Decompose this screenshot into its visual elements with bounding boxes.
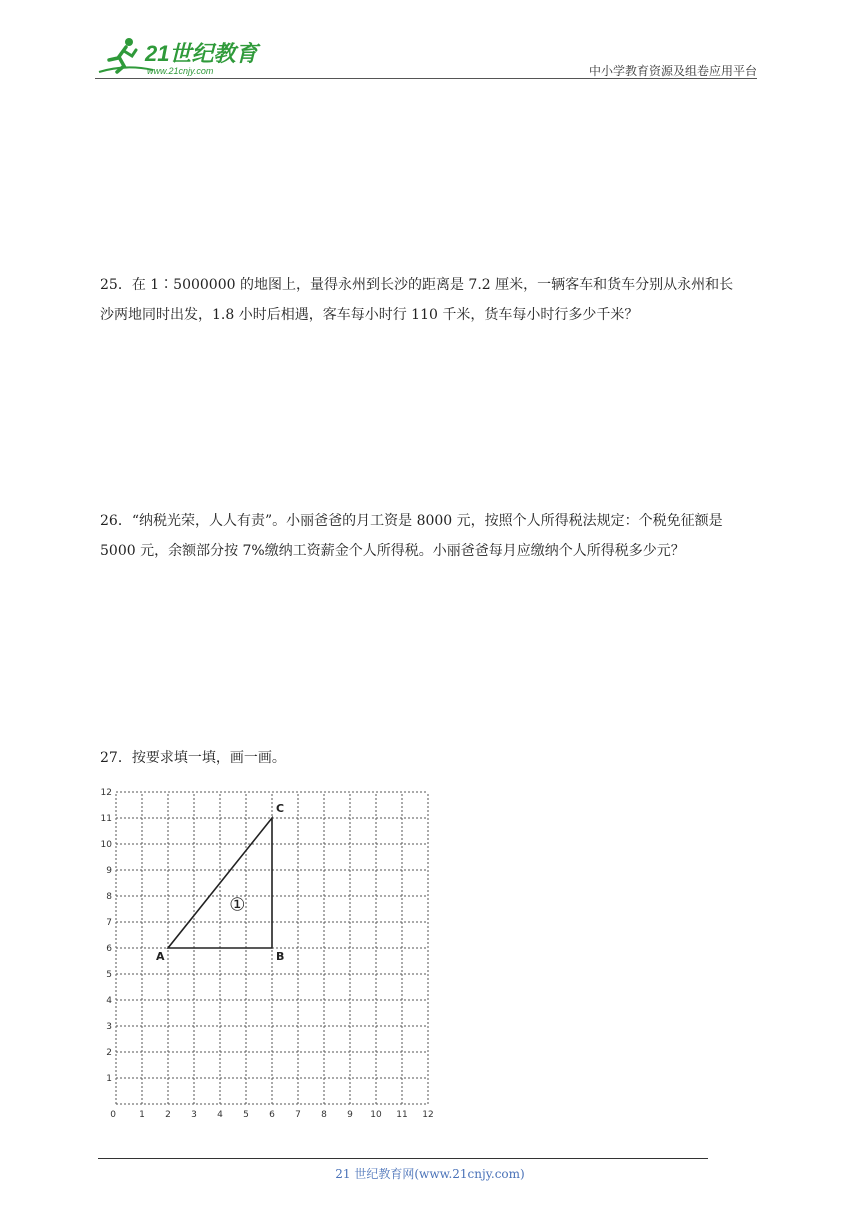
- y-tick-label: 4: [106, 996, 112, 1006]
- x-tick-label: 5: [243, 1110, 249, 1120]
- question-text-line: 25．在 1∶5000000 的地图上，量得永州到长沙的距离是 7.2 厘米，一辆客车和货车分别从永州和长: [100, 277, 734, 293]
- y-tick-label: 6: [106, 944, 112, 954]
- y-tick-label: 7: [106, 918, 112, 928]
- footer-divider: [98, 1158, 708, 1159]
- x-tick-label: 9: [347, 1110, 353, 1120]
- x-tick-label: 3: [191, 1110, 197, 1120]
- vertex-label: C: [276, 802, 285, 815]
- logo-url: www.21cnjy.com: [147, 66, 214, 76]
- coordinate-grid: [96, 782, 442, 1122]
- y-tick-label: 2: [106, 1048, 112, 1058]
- question-text-line: 27．按要求填一填，画一画。: [100, 750, 286, 766]
- logo-text: 21世纪教育: [145, 41, 258, 66]
- y-tick-label: 11: [100, 814, 112, 824]
- y-tick-label: 12: [100, 788, 112, 798]
- header-divider: [95, 78, 757, 79]
- x-tick-label: 0: [110, 1110, 116, 1120]
- x-tick-label: 2: [165, 1110, 171, 1120]
- y-tick-label: 1: [106, 1074, 112, 1084]
- triangle-shape: [168, 818, 272, 948]
- question-27: [100, 743, 760, 773]
- x-tick-label: 1: [139, 1110, 145, 1120]
- coordinate-grid-figure: [96, 782, 442, 1122]
- triangle-number-label: ①: [229, 894, 246, 916]
- y-tick-label: 9: [106, 866, 112, 876]
- x-tick-label: 4: [217, 1110, 223, 1120]
- question-text-line: 沙两地同时出发，1.8 小时后相遇，客车每小时行 110 千米，货车每小时行多少千米？: [100, 307, 639, 323]
- vertex-label: A: [156, 950, 165, 963]
- x-tick-label: 6: [269, 1110, 275, 1120]
- y-tick-label: 5: [106, 970, 112, 980]
- question-text-line: 26．“纳税光荣，人人有责”。小丽爸爸的月工资是 8000 元，按照个人所得税法规定：个税免征额是: [100, 513, 723, 529]
- y-tick-label: 3: [106, 1022, 112, 1032]
- footer-source: 21 世纪教育网(www.21cnjy.com): [335, 1167, 525, 1181]
- question-25: [100, 270, 760, 330]
- page-header: [95, 34, 757, 80]
- y-tick-label: 10: [100, 840, 112, 850]
- question-text-line: 5000 元，余额部分按 7%缴纳工资薪金个人所得税。小丽爸爸每月应缴纳个人所得税多少元？: [100, 543, 685, 559]
- question-26: [100, 506, 760, 566]
- logo: [95, 34, 265, 78]
- x-tick-label: 12: [422, 1110, 434, 1120]
- vertex-label: B: [276, 950, 285, 963]
- x-tick-label: 11: [396, 1110, 408, 1120]
- platform-name: 中小学教育资源及组卷应用平台: [588, 64, 757, 78]
- x-tick-label: 8: [321, 1110, 327, 1120]
- x-tick-label: 10: [370, 1110, 382, 1120]
- y-tick-label: 8: [106, 892, 112, 902]
- x-tick-label: 7: [295, 1110, 301, 1120]
